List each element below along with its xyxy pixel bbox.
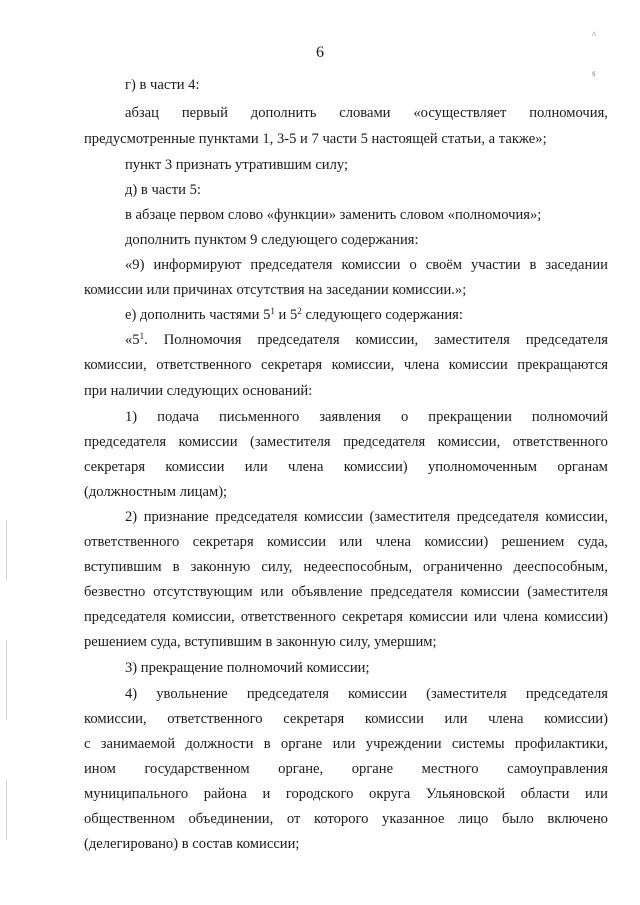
text-line <box>84 735 608 753</box>
text-line: при наличии следующих оснований: <box>84 383 313 399</box>
word: комиссии <box>448 357 508 373</box>
word: «осуществляет <box>413 105 507 121</box>
word: словами <box>339 105 391 121</box>
word: 4) <box>125 686 138 702</box>
word: органе, <box>278 761 324 777</box>
word: (заместителя <box>426 686 507 702</box>
word: председателя <box>525 686 608 702</box>
text-line <box>125 408 608 426</box>
word: секретаря <box>192 534 254 550</box>
word: органе <box>351 761 394 777</box>
word: секретаря <box>341 609 403 625</box>
word: в <box>263 736 271 752</box>
text-line <box>125 508 608 526</box>
word: должности <box>185 736 254 752</box>
page-number: 6 <box>316 44 324 61</box>
word: недееспособным, <box>303 559 412 575</box>
word: Полномочия <box>163 332 242 348</box>
word: информируют <box>153 257 242 273</box>
text-line: дополнить пунктом 9 следующего содержания: <box>125 232 419 248</box>
word: председателя <box>246 686 329 702</box>
word: ответственного <box>512 434 608 450</box>
word: в <box>172 559 180 575</box>
word: комиссии <box>165 459 225 475</box>
word: ответственного <box>84 534 180 550</box>
word: «9) <box>125 257 145 273</box>
word: (заместителя <box>369 509 451 525</box>
word: было <box>501 811 534 827</box>
word: полномочия, <box>529 105 608 121</box>
text-line <box>84 433 608 451</box>
word: комиссии <box>364 711 424 727</box>
word: комиссии) <box>544 711 608 727</box>
text-run <box>125 331 148 349</box>
word: комиссии <box>408 609 468 625</box>
word: председателя <box>257 332 340 348</box>
word: председателя <box>250 257 333 273</box>
word: общественном <box>84 811 175 827</box>
word: комиссии, <box>545 509 608 525</box>
word: ответственного <box>167 711 263 727</box>
word: в <box>529 257 537 273</box>
text-line <box>84 533 608 551</box>
superscript: 2 <box>297 306 302 316</box>
word: члена <box>502 609 539 625</box>
word: комиссии, <box>437 434 501 450</box>
text-run: «5 <box>125 332 140 348</box>
word: законную <box>190 559 251 575</box>
word: решением <box>501 534 565 550</box>
word: секретаря <box>283 711 345 727</box>
text-run: е) дополнить частями 5 <box>125 307 271 323</box>
word: председателя <box>525 332 608 348</box>
text-line <box>125 104 608 122</box>
word: своём <box>425 257 463 273</box>
text-run: . <box>144 332 148 348</box>
word: ином <box>84 761 116 777</box>
text-line: (должностным лицам); <box>84 484 228 500</box>
text-line <box>125 306 463 324</box>
text-line <box>125 256 608 274</box>
word: округа <box>369 786 411 802</box>
text-line <box>84 558 608 576</box>
text-line <box>84 356 608 374</box>
text-line <box>84 710 608 728</box>
word: члена <box>375 534 412 550</box>
scan-edge-mark <box>6 780 7 840</box>
word: комиссии) <box>424 534 489 550</box>
word: учреждении <box>365 736 442 752</box>
word: местного <box>421 761 479 777</box>
word: участии <box>470 257 521 273</box>
word: секретаря <box>84 459 146 475</box>
word: комиссии, <box>84 711 147 727</box>
word: ответственного <box>156 357 252 373</box>
text-line: в абзаце первом слово «функции» заменить словом «полномочия»; <box>125 207 542 223</box>
word: органам <box>557 459 608 475</box>
text-line: (делегировано) в состав комиссии; <box>84 836 300 852</box>
word: письменного <box>218 409 300 425</box>
word: первый <box>181 105 228 121</box>
superscript: 1 <box>139 331 145 341</box>
word: системы <box>451 736 505 752</box>
word: лицо <box>458 811 489 827</box>
text-run: и 5 <box>274 307 298 323</box>
text-line: г) в части 4: <box>125 77 200 93</box>
word: заседании <box>545 257 608 273</box>
text-line: комиссии или причинах отсутствия на заседании комиссии.»; <box>84 282 467 298</box>
text-line: предусмотренные пунктами 1, 3-5 и 7 части 5 настоящей статьи, а также»; <box>84 131 547 147</box>
word: (заместителя <box>527 584 608 600</box>
word: государственном <box>144 761 250 777</box>
text-line <box>84 785 608 803</box>
text-line: пункт 3 признать утратившим силу; <box>125 157 349 173</box>
word: профилактики, <box>514 736 608 752</box>
word: комиссии <box>178 434 238 450</box>
word: комиссии <box>348 686 408 702</box>
word: Ульяновской <box>425 786 506 802</box>
word: ограниченно <box>423 559 503 575</box>
word: комиссии <box>267 534 327 550</box>
word: комиссии, <box>172 609 235 625</box>
word: органе <box>280 736 323 752</box>
word: области <box>520 786 570 802</box>
text-line <box>84 608 608 626</box>
word: прекращении <box>428 409 512 425</box>
word: или <box>339 534 363 550</box>
word: председателя <box>84 609 167 625</box>
text-line <box>84 810 608 828</box>
word: или <box>244 459 268 475</box>
word: заместителя <box>434 332 510 348</box>
text-line <box>84 760 608 778</box>
word: или <box>444 711 468 727</box>
margin-mark: s <box>592 68 596 78</box>
word: о <box>409 257 417 273</box>
word: члена <box>488 711 524 727</box>
word: комиссии <box>460 584 520 600</box>
word: подача <box>157 409 199 425</box>
word: указанное <box>382 811 445 827</box>
word: которого <box>313 811 369 827</box>
word: ответственного <box>240 609 336 625</box>
superscript: 1 <box>270 306 275 316</box>
word: вступившим <box>84 559 162 575</box>
margin-mark: ^ <box>592 30 597 40</box>
word: признание <box>143 509 209 525</box>
word: секретаря <box>261 357 323 373</box>
word: о <box>401 409 409 425</box>
word: комиссии, <box>355 332 419 348</box>
text-run: следующего содержания: <box>301 307 463 323</box>
word: комиссии <box>303 509 363 525</box>
word: суда, <box>577 534 608 550</box>
word: председателя <box>84 434 167 450</box>
word: муниципального <box>84 786 189 802</box>
text-line <box>84 583 608 601</box>
word: самоуправления <box>507 761 608 777</box>
scan-edge-mark <box>6 520 7 580</box>
word: объявление <box>291 584 363 600</box>
word: от <box>286 811 301 827</box>
text-line: решением суда, вступившим в законную силу, умершим; <box>84 634 437 650</box>
word: заявления <box>319 409 382 425</box>
word: члена <box>403 357 440 373</box>
text-line: 3) прекращение полномочий комиссии; <box>125 660 370 676</box>
word: полномочий <box>531 409 608 425</box>
word: и <box>262 786 271 802</box>
word: абзац <box>125 105 159 121</box>
word: занимаемой <box>100 736 176 752</box>
text-line <box>125 331 608 349</box>
text-line: д) в части 5: <box>125 182 201 198</box>
word: прекращаются <box>517 357 608 373</box>
word: комиссии <box>341 257 401 273</box>
word: комиссии) <box>343 459 408 475</box>
word: с <box>84 736 91 752</box>
text-line <box>84 458 608 476</box>
word: объединении, <box>188 811 274 827</box>
word: или <box>473 609 497 625</box>
word: силу, <box>261 559 293 575</box>
word: района <box>203 786 247 802</box>
word: 1) <box>125 409 138 425</box>
word: уполномоченным <box>428 459 537 475</box>
word: отсутствующим <box>153 584 253 600</box>
word: дееспособным, <box>513 559 608 575</box>
word: председателя <box>343 434 426 450</box>
word: или <box>260 584 284 600</box>
word: председателя <box>215 509 298 525</box>
word: 2) <box>125 509 138 525</box>
word: комиссии, <box>84 357 147 373</box>
word: председателя <box>370 584 453 600</box>
word: или <box>585 786 608 802</box>
word: председателя <box>456 509 539 525</box>
word: комиссии, <box>331 357 395 373</box>
word: или <box>332 736 356 752</box>
word: члена <box>288 459 324 475</box>
word: включено <box>547 811 608 827</box>
word: (заместителя <box>249 434 331 450</box>
scan-edge-mark <box>6 640 7 720</box>
word: увольнение <box>156 686 228 702</box>
word: комиссии) <box>544 609 608 625</box>
text-line <box>125 685 608 703</box>
word: дополнить <box>250 105 317 121</box>
word: городского <box>285 786 354 802</box>
word: безвестно <box>84 584 146 600</box>
